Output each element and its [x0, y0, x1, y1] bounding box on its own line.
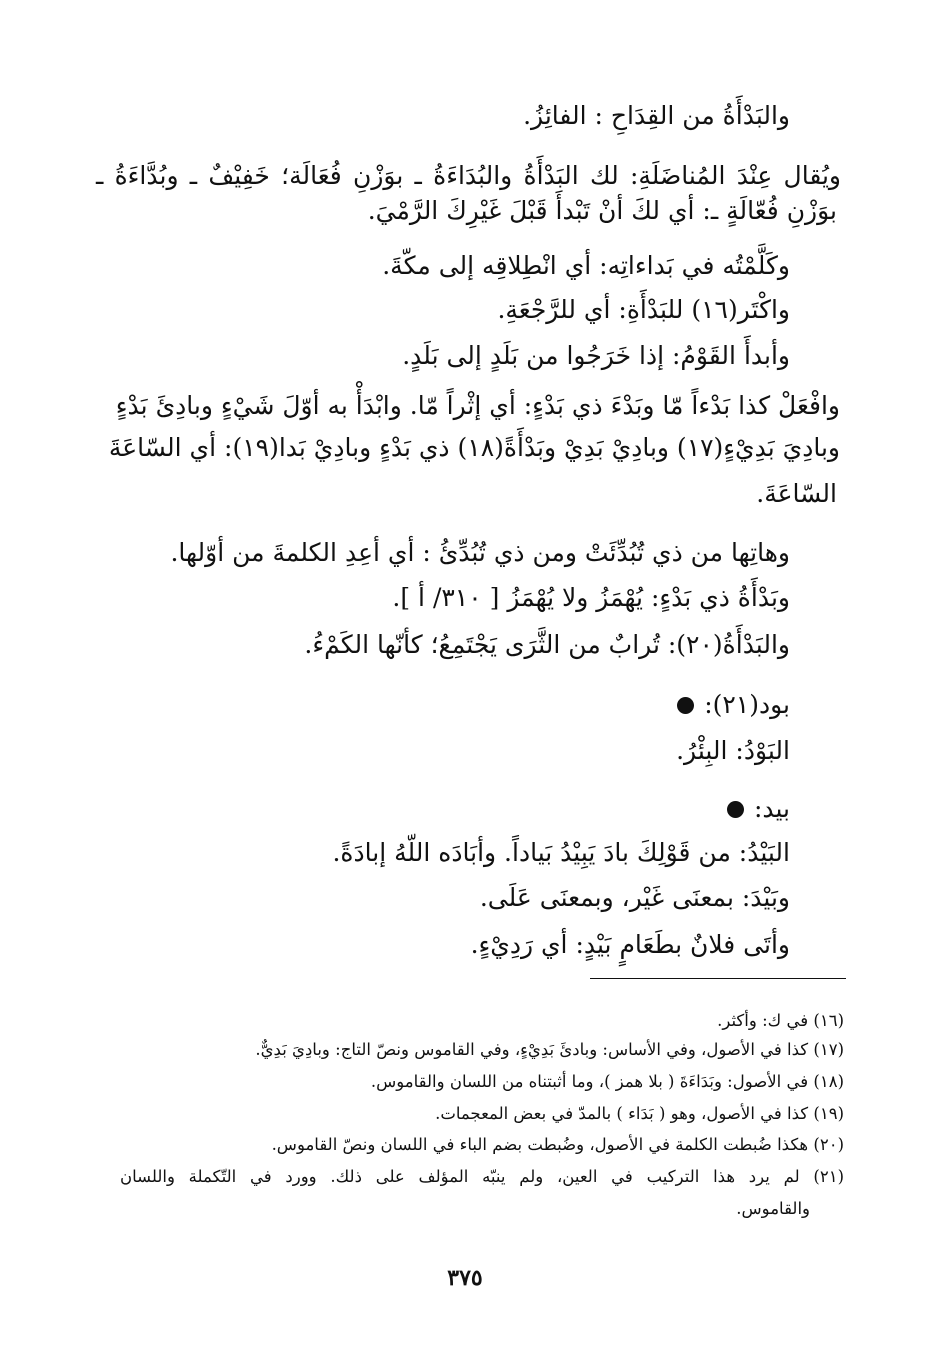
body-line: والبَدْأَةُ(٢٠): تُرابٌ من الثَّرَى يَجْتَمِعُ؛ كأنّها الكَمْءُ. [304, 630, 790, 659]
entry-line: وبَيْدَ: بمعنَى غَيْر، وبمعنَى عَلَى. [479, 883, 790, 912]
body-line: والبَدْأَةُ من القِدَاحِ : الفائِزُ. [523, 101, 790, 130]
entry-line: البَوْدُ: البِئْرُ. [676, 736, 790, 765]
footnote-separator [590, 978, 846, 979]
entry-heading [677, 687, 790, 723]
body-line: ويُقال عِنْدَ المُناضَلَةِ: لك البَدْأَةُ والبُدَاءَةُ ـ بوَزْنِ فُعَالَة؛ خَفِيْفٌ ـ وبُدَّاءَةُ ـ [96, 161, 841, 190]
entry-heading [727, 791, 790, 827]
bullet-icon [677, 697, 694, 714]
page-number: ٣٧٥ [447, 1265, 483, 1291]
footnote: (١٦) في ك: وأكثر. [717, 1011, 844, 1030]
footnote: (١٧) كذا في الأصول، وفي الأساس: وبادئَ بَدِيْءٍ، وفي القاموس ونصّ التاج: وبادِيَ بَدِيٌّ. [255, 1040, 844, 1059]
footnote: والقاموس. [736, 1199, 810, 1218]
body-line: وكَلَّمْتُه في بَداءاتِه: أي انْطِلاقِه إلى مكّةَ. [382, 251, 790, 280]
footnote: (٢٠) هكذا ضُبطت الكلمة في الأصول، وضُبطت بضم الباء في اللسان ونصّ القاموس. [271, 1135, 844, 1154]
body-line: السّاعَةَ. [756, 479, 837, 508]
bullet-icon [727, 801, 744, 818]
footnote: (٢١) لم يرد هذا التركيب في العين، ولم ينبّه المؤلف على ذلك. وورد في التّكملة واللسان [120, 1167, 844, 1186]
entry-line: وأتَى فلانٌ بطَعَامٍ بَيْدٍ: أي رَدِيْءٍ. [470, 930, 790, 959]
body-line: وهاتِها من ذي تُبُدِّئَتْ ومن ذي تُبُدِّئُ : أي أعِدِ الكلمةَ من أوّلها. [170, 538, 790, 567]
body-line: واكْتَر(١٦) للبَدْأَةِ: أي للرَّجْعَةِ. [497, 295, 790, 324]
footnote: (١٩) كذا في الأصول، وهو ( بَدَاء ) بالمدّ في بعض المعجمات. [435, 1104, 844, 1123]
entry-heading-text: بود(٢١): [704, 690, 790, 719]
entry-line: البَيْدُ: من قَوْلِكَ بادَ يَبِيْدُ بَياداً. وأبَادَه اللّهُ إبادَةً. [332, 838, 790, 867]
footnote: (١٨) في الأصول: وبَدَاءَةَ ( بلا همز )، وما أثبتناه من اللسان والقاموس. [370, 1072, 844, 1091]
entry-heading-text: بيد: [753, 794, 790, 823]
body-line: بوَزْنِ فُعّالَةٍ ـ: أي لكَ أنْ تَبْدأَ قَبْلَ غَيْرِكَ الرَّمْيَ. [367, 196, 837, 225]
body-line: وافْعَلْ كذا بَدْءاً مّا وبَدْءَ ذي بَدْءٍ: أي إثْراً مّا. وابْدَأْ به أوّلَ شَيْءٍ وبادِئَ بَدْءٍ [115, 391, 840, 420]
body-line: وبَدْأَةُ ذي بَدْءٍ: يُهْمَزُ ولا يُهْمَزُ [ ٣١٠/ أ ]. [392, 583, 790, 612]
body-line: وأبدأَ القَوْمُ: إذا خَرَجُوا من بَلَدٍ إلى بَلَدٍ. [402, 341, 790, 370]
body-line: وبادِيَ بَدِيْءٍ(١٧) وبادِيْ بَدِيْ وبَدْأَةً(١٨) ذي بَدْءٍ وبادِيْ بَدا(١٩): أي السّاعَةَ [108, 433, 840, 462]
